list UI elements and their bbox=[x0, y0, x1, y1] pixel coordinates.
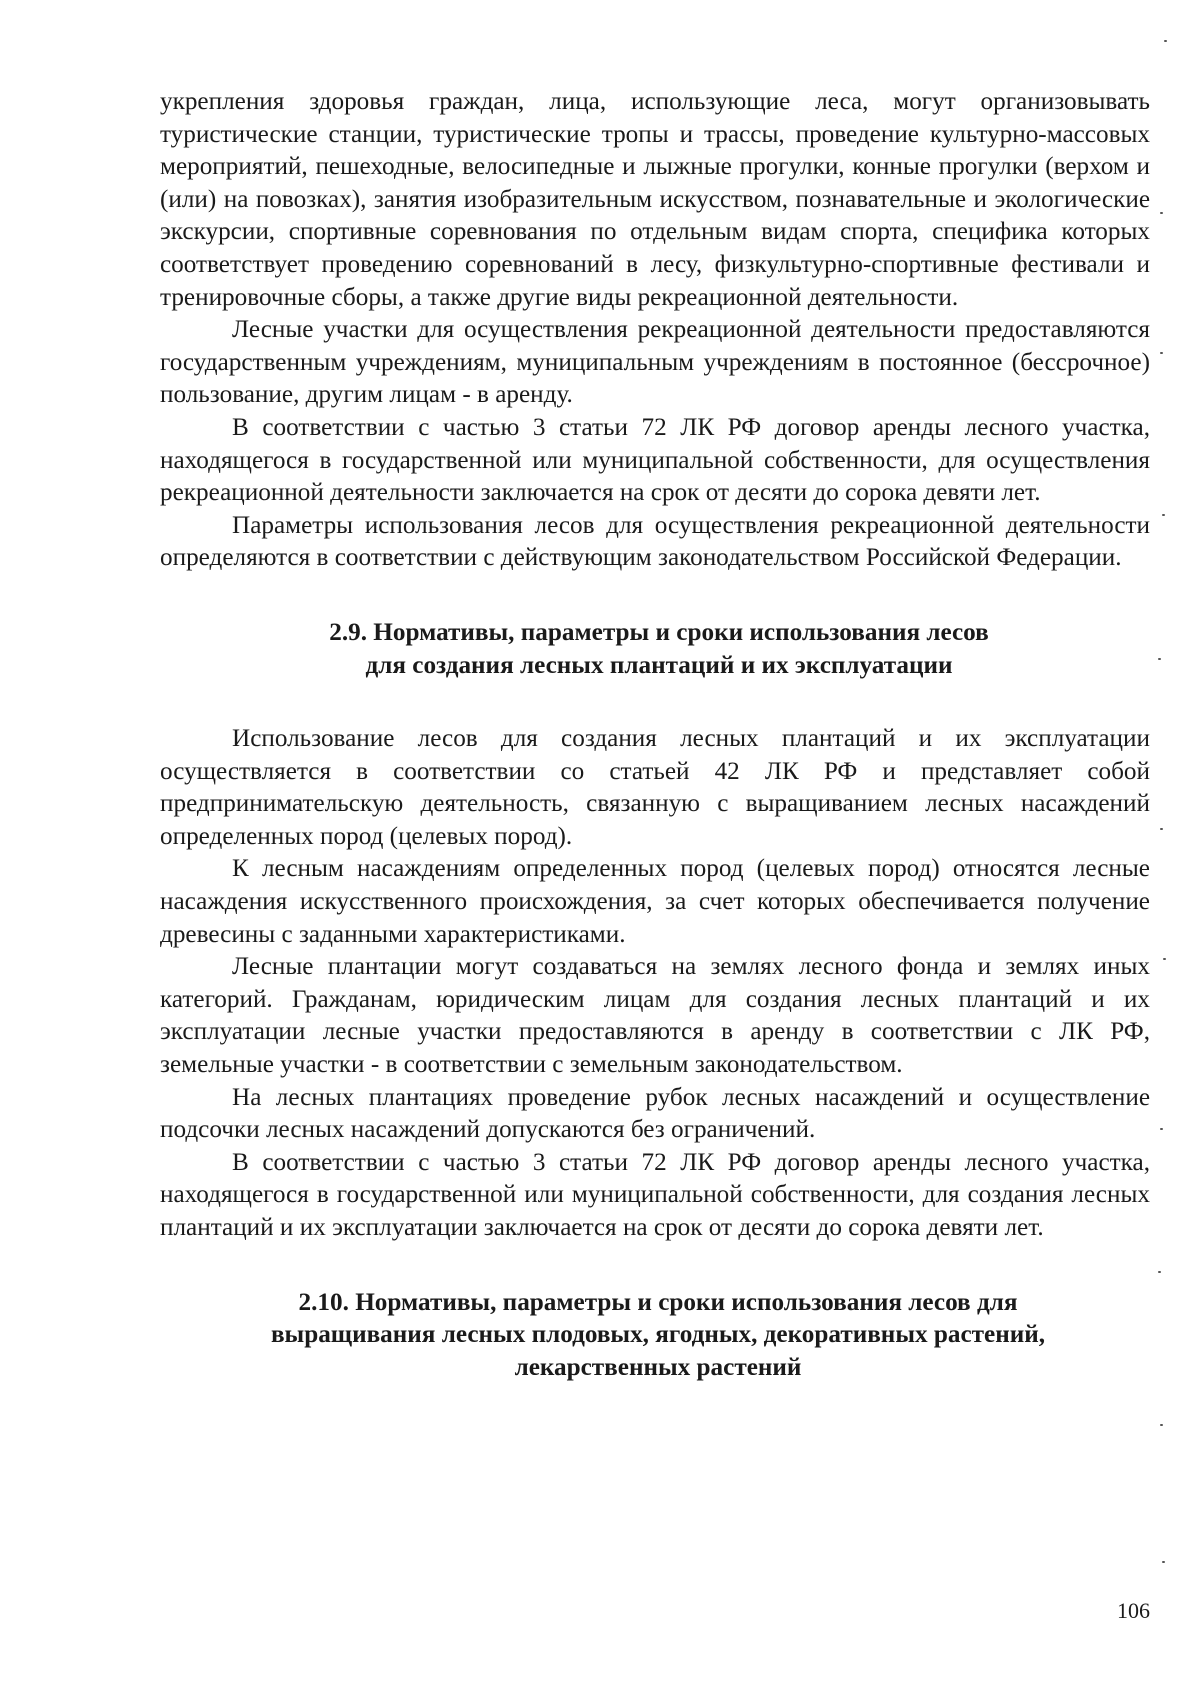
scan-speck bbox=[1163, 958, 1166, 960]
scan-speck bbox=[1162, 514, 1165, 516]
paragraph-plantations-lands: Лесные плантации могут создаваться на землях лесного фонда и землях иных категорий. Гражданам, юридическим лицам для создания лесных плантаций и их эксплуатации лесные участки предоставляются в аренду в соответствии с ЛК РФ, земельные участки - в соответствии с земельным законодательством. bbox=[160, 953, 1150, 1079]
section-heading-2-9 bbox=[160, 617, 1150, 682]
scan-speck bbox=[1164, 40, 1167, 42]
section-heading-2-10-line1: 2.10. Нормативы, параметры и сроки использования лесов для bbox=[298, 1288, 1018, 1316]
section-heading-2-10-line2: выращивания лесных плодовых, ягодных, декоративных растений, bbox=[270, 1321, 1046, 1349]
scan-speck bbox=[1160, 352, 1163, 354]
paragraph-recreation-activities: укрепления здоровья граждан, лица, использующие леса, могут организовывать туристические станции, туристические тропы и трассы, проведение культурно-массовых мероприятий, пешеходные, велосипедные и лыжные прогулки, конные прогулки (верхом и (или) на повозках), занятия изобразительным искусством, познавательные и экологические экскурсии, спортивные соревнования по отдельным видам спорта, специфика которых соответствует проведению соревнований в лесу, физкультурно-спортивные фестивали и тренировочные сборы, а также другие виды рекреационной деятельности. bbox=[160, 88, 1150, 311]
section-heading-2-9-line1: 2.9. Нормативы, параметры и сроки использования лесов bbox=[329, 618, 989, 646]
paragraph-recreation-parameters: Параметры использования лесов для осуществления рекреационной деятельности определяются в соответствии с действующим законодательством Российской Федерации. bbox=[160, 511, 1150, 572]
section-heading-2-9-line2: для создания лесных плантаций и их эксплуатации bbox=[365, 651, 953, 679]
scan-speck bbox=[1160, 212, 1163, 214]
section-heading-2-10-line3: лекарственных растений bbox=[514, 1353, 802, 1381]
paragraph-plantations-lease-term: В соответствии с частью 3 статьи 72 ЛК РФ договор аренды лесного участка, находящегося в государственной или муниципальной собственности, для создания лесных плантаций и их эксплуатации заключается на срок от десяти до сорока девяти лет. bbox=[160, 1148, 1150, 1241]
paragraph-plantations-usage: Использование лесов для создания лесных плантаций и их эксплуатации осуществляется в соответствии со статьей 42 ЛК РФ и представляет собой предпринимательскую деятельность, связанную с выращиванием лесных насаждений определенных пород (целевых пород). bbox=[160, 725, 1150, 850]
page-number: 106 bbox=[1117, 1598, 1150, 1623]
scan-speck bbox=[1158, 1271, 1161, 1273]
paragraph-recreation-lease-term: В соответствии с частью 3 статьи 72 ЛК РФ договор аренды лесного участка, находящегося в государственной или муниципальной собственности, для осуществления рекреационной деятельности заключается на срок от десяти до сорока девяти лет. bbox=[160, 413, 1150, 507]
section-heading-2-10 bbox=[160, 1287, 1150, 1385]
paragraph-plantations-target-species: К лесным насаждениям определенных пород (целевых пород) относятся лесные насаждения искусственного происхождения, за счет которых обеспечивается получение древесины с заданными характеристиками. bbox=[160, 855, 1150, 948]
scan-speck bbox=[1158, 658, 1161, 660]
scan-speck bbox=[1160, 1424, 1163, 1426]
scan-speck bbox=[1160, 828, 1163, 830]
paragraph-recreation-plots: Лесные участки для осуществления рекреационной деятельности предоставляются государственным учреждениям, муниципальным учреждениям в постоянное (бессрочное) пользование, другим лицам - в аренду. bbox=[160, 316, 1150, 409]
scan-speck bbox=[1160, 1128, 1163, 1130]
paragraph-plantations-felling: На лесных плантациях проведение рубок лесных насаждений и осуществление подсочки лесных насаждений допускаются без ограничений. bbox=[160, 1083, 1150, 1144]
document-body bbox=[160, 86, 1150, 1384]
scan-speck bbox=[1162, 1561, 1165, 1563]
